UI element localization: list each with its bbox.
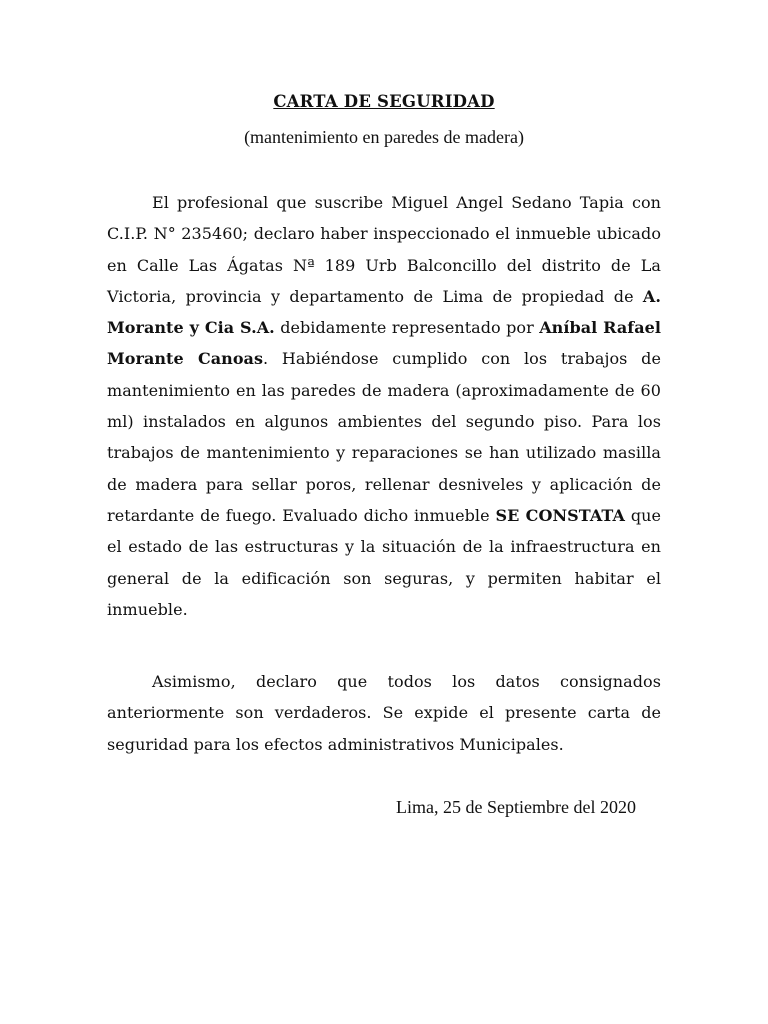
paragraph-1-text-d: que el estado de las estructuras y la situación de la infraestructura en general de la edificación son seguras, y permiten habitar el inmueble. [107, 505, 661, 619]
body-paragraph-2: Asimismo, declaro que todos los datos consignados anteriormente son verdaderos. Se expide el presente carta de seguridad para los efectos administrativos Municipales. [107, 672, 661, 754]
document-subtitle: (mantenimiento en paredes de madera) [244, 127, 524, 147]
date-line: Lima, 25 de Septiembre del 2020 [396, 797, 636, 817]
paragraph-1-text-a: El profesional que suscribe Miguel Angel Sedano Tapia con C.I.P. N° 235460; declaro haber inspeccionado el inmueble ubicado en Calle Las Ágatas Nª 189 Urb Balconcillo del distrito de La Victoria, provincia y departamento de Lima de propiedad de [107, 193, 661, 306]
body-paragraph-1 [107, 187, 661, 625]
se-constata-emphasis: SE CONSTATA [495, 505, 625, 525]
representative-name: Aníbal Rafael Morante Canoas [107, 318, 661, 369]
paragraph-1-text-b: debidamente representado por [274, 318, 540, 338]
document-title: CARTA DE SEGURIDAD [273, 92, 495, 111]
paragraph-1-text-c: . Habiéndose cumplido con los trabajos de mantenimiento en las paredes de madera (aproximadamente de 60 ml) instalados en algunos ambientes del segundo piso. Para los trabajos de mantenimiento y reparaciones se han utilizado masilla de madera para sellar poros, rellenar desniveles y aplicación de retardante de fuego. Evaluado dicho inmueble [107, 349, 661, 525]
owner-company-name: A. Morante y Cia S.A. [107, 286, 661, 338]
